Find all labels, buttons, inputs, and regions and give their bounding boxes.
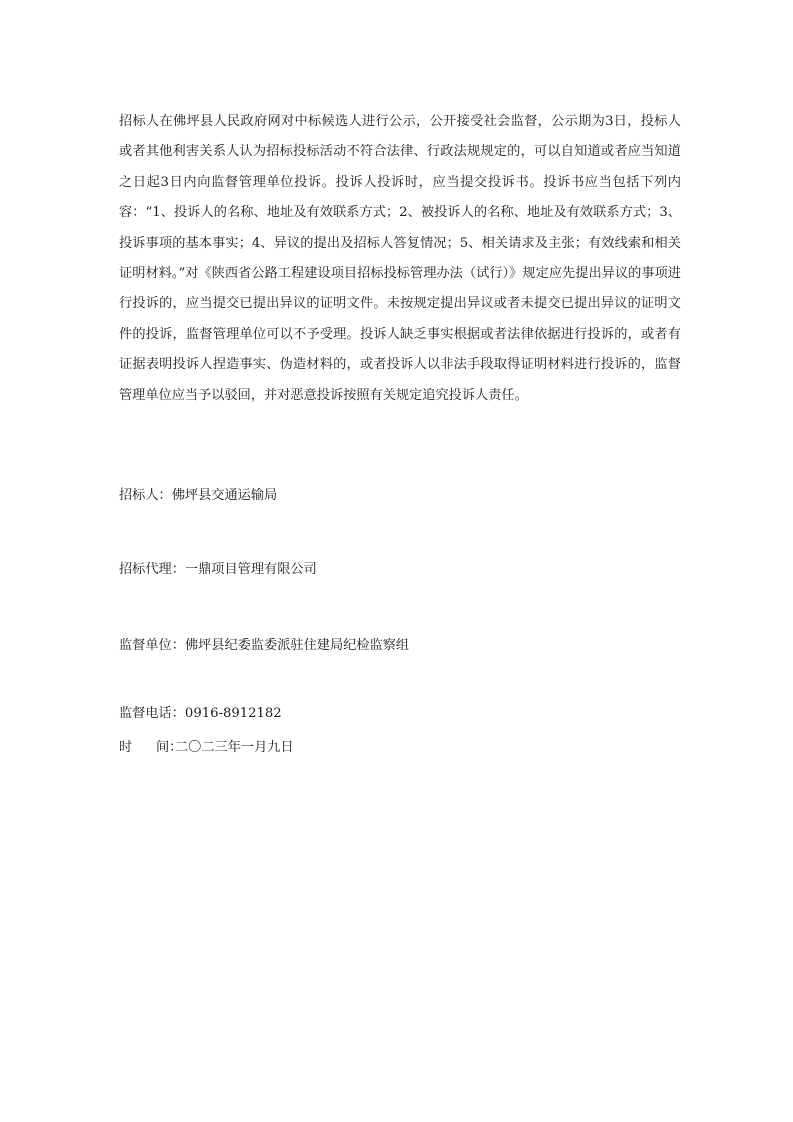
date-label [119,738,183,758]
agent-line: 招标代理：一鼎项目管理有限公司 [119,562,317,577]
phone-line: 监督电话：0916-8912182 [119,706,282,721]
date-line [119,738,294,758]
date-label-char1: 时 [119,740,133,755]
date-label-char2: 间： [156,740,183,755]
supervisor-line: 监督单位：佛坪县纪委监委派驻住建局纪检监察组 [119,638,410,653]
notice-paragraph: 招标人在佛坪县人民政府网对中标候选人进行公示，公开接受社会监督，公示期为3日，投标人或者其他利害关系人认为招标投标活动不符合法律、行政法规规定的，可以自知道或者应当知道之日起3日内向监督管理单位投诉。投诉人投诉时，应当提交投诉书。投诉书应当包括下列内容：“1、投诉人的名称、地址及有效联系方式；2、被投诉人的名称、地址及有效联系方式；3、投诉事项的基本事实；4、异议的提出及招标人答复情况；5、相关请求及主张；有效线索和相关证明材料。”对《陕西省公路工程建设项目招标投标管理办法（试行）》规定应先提出异议的事项进行投诉的，应当提交已提出异议的证明文件。未按规定提出异议或者未提交已提出异议的证明文件的投诉，监督管理单位可以不予受理。投诉人缺乏事实根据或者法律依据进行投诉的，或者有证据表明投诉人捏造事实、伪造材料的，或者投诉人以非法手段取得证明材料进行投诉的，监督管理单位应当予以驳回，并对恶意投诉按照有关规定追究投诉人责任。 [119,114,681,403]
date-value: 二〇二三年一月九日 [175,740,294,755]
tenderer-line: 招标人：佛坪县交通运输局 [119,488,278,503]
